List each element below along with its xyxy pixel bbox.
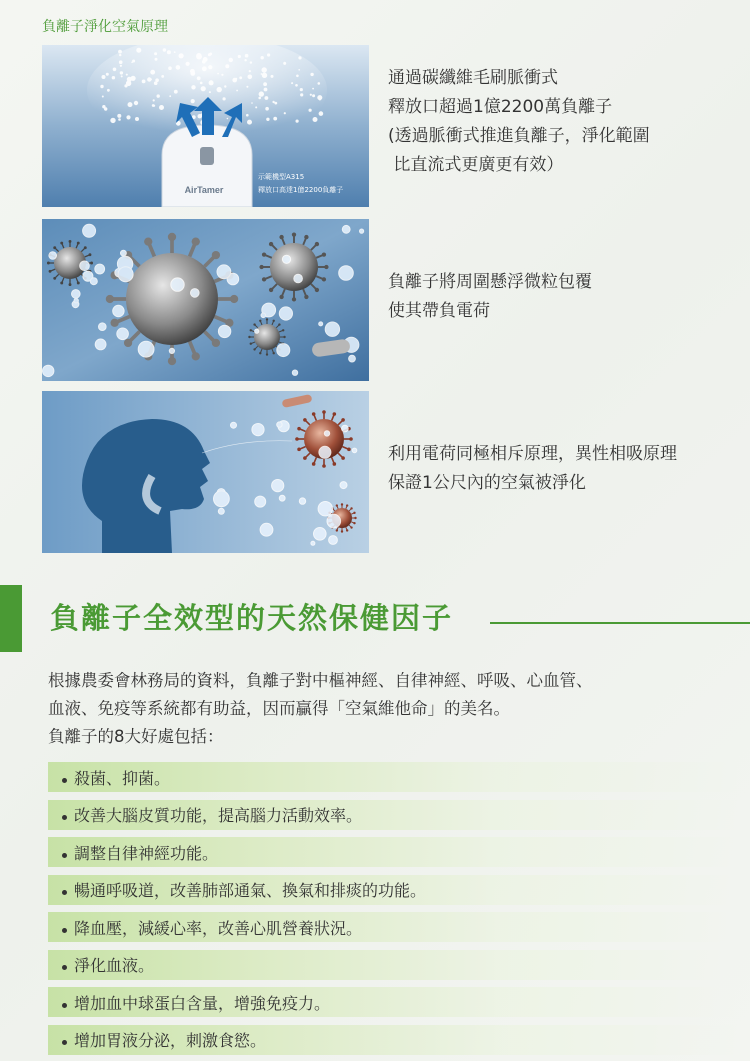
bullet-icon xyxy=(62,1040,67,1045)
benefit-text: 改善大腦皮質功能，提高腦力活動效率。 xyxy=(74,806,363,825)
desc-line: 比直流式更廣更有效） xyxy=(388,155,564,175)
benefits-list xyxy=(48,762,738,1061)
virus-wrapping-illustration xyxy=(42,219,369,381)
section-label: 負離子淨化空氣原理 xyxy=(42,19,168,35)
bullet-icon xyxy=(62,928,67,933)
benefit-text: 暢通呼吸道，改善肺部通氣、換氣和排痰的功能。 xyxy=(74,881,427,900)
bullet-icon xyxy=(62,778,67,783)
benefit-text: 增加血中球蛋白含量，增強免疫力。 xyxy=(74,993,331,1013)
list-item xyxy=(48,762,738,792)
desc-line: 釋放口超過1億2200萬負離子 xyxy=(388,97,613,117)
device-caption-model: 示範機型A315 xyxy=(258,173,305,181)
device-caption-output: 釋放口高達1億2200負離子 xyxy=(258,186,344,194)
benefit-text: 殺菌、抑菌。 xyxy=(74,768,171,788)
intro-line: 血液、免疫等系統都有助益，因而贏得「空氣維他命」的美名。 xyxy=(48,699,510,718)
desc-line: 保證1公尺內的空氣被淨化 xyxy=(388,473,586,493)
bullet-icon xyxy=(62,1003,67,1008)
list-item xyxy=(48,950,738,980)
benefit-text: 淨化血液。 xyxy=(74,956,155,975)
desc-line: 通過碳纖維毛刷脈衝式 xyxy=(388,68,558,88)
benefit-text: 降血壓，減緩心率，改善心肌營養狀況。 xyxy=(74,918,363,938)
device-logo: AirTamer xyxy=(184,185,224,195)
desc-line: 使其帶負電荷 xyxy=(388,301,490,321)
bullet-icon xyxy=(62,815,67,820)
list-item xyxy=(48,987,738,1017)
intro-line: 負離子的8大好處包括： xyxy=(48,727,224,746)
list-item xyxy=(48,837,738,867)
section-accent-bar xyxy=(0,585,22,652)
desc-line: 負離子將周圍懸浮微粒包覆 xyxy=(388,272,592,292)
section-divider xyxy=(490,622,750,624)
ion-release-illustration xyxy=(42,45,369,207)
bullet-icon xyxy=(62,965,67,970)
intro-paragraph xyxy=(48,667,738,751)
virus-icon xyxy=(295,410,353,468)
virus-icon xyxy=(259,232,328,301)
desc-line: (透過脈衝式推進負離子，淨化範圍 xyxy=(388,126,650,146)
virus-wrapping-description xyxy=(388,268,592,326)
list-item xyxy=(48,912,738,942)
ion-release-description xyxy=(388,64,650,180)
section-title: 負離子全效型的天然保健因子 xyxy=(50,601,454,635)
benefit-text: 增加胃液分泌，刺激食慾。 xyxy=(74,1031,267,1050)
list-item xyxy=(48,800,738,830)
benefit-text: 調整自律神經功能。 xyxy=(74,843,219,863)
intro-line: 根據農委會林務局的資料，負離子對中樞神經、自律神經、呼吸、心血管、 xyxy=(48,671,593,690)
list-item xyxy=(48,875,738,905)
bullet-icon xyxy=(62,853,67,858)
air-purified-description xyxy=(388,440,677,498)
bullet-icon xyxy=(62,890,67,895)
list-item xyxy=(48,1025,738,1055)
desc-line: 利用電荷同極相斥原理，異性相吸原理 xyxy=(388,444,677,464)
air-purified-illustration xyxy=(42,391,369,553)
